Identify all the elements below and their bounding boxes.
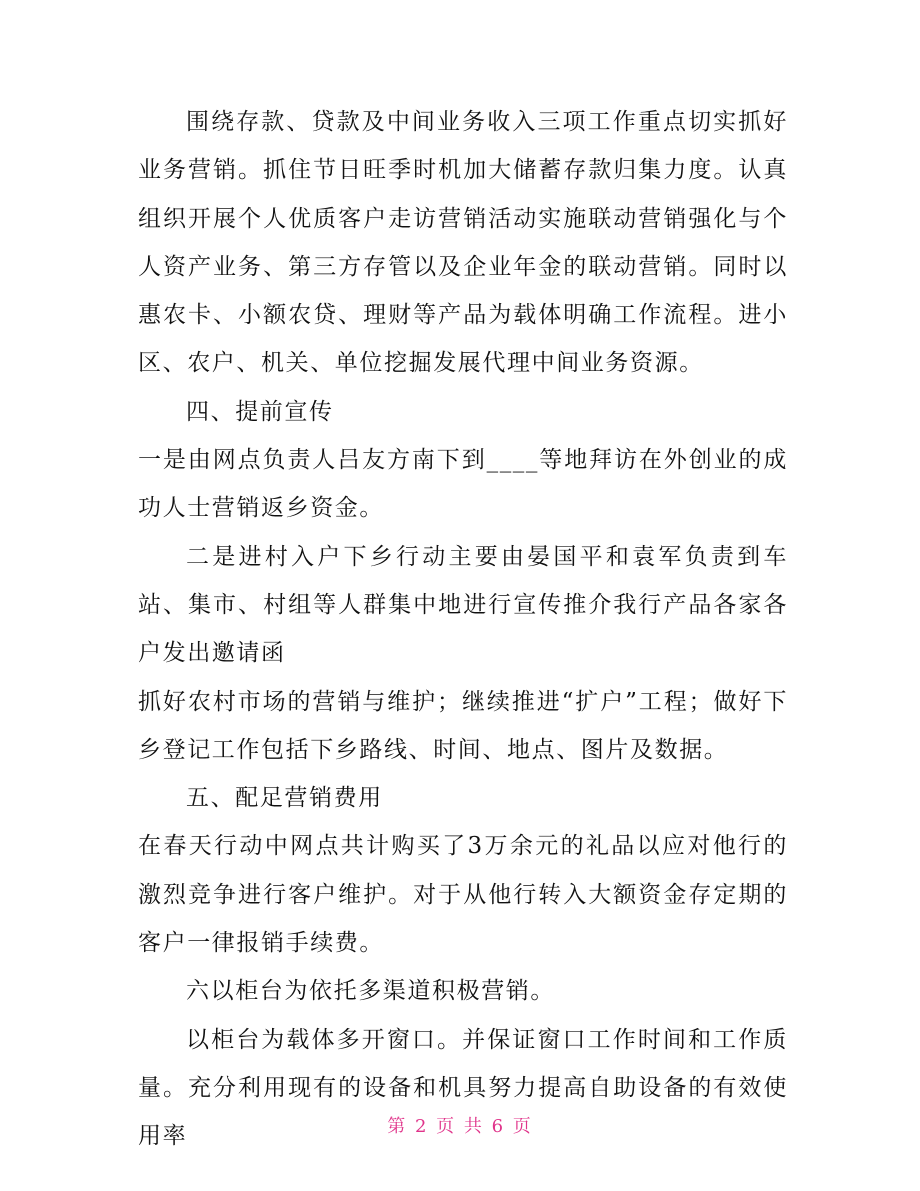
heading-advance-publicity: 四、提前宣传 — [186, 398, 334, 425]
page-number-footer: 第 2 页 共 6 页 — [387, 1116, 533, 1137]
paragraph-rural-market: 抓好农村市场的营销与维护；继续推进“扩户”工程；做好下乡登记工作包括下乡路线、时间、地点、图片及数据。 — [138, 688, 788, 763]
paragraph-counter-windows: 以柜台为载体多开窗口。并保证窗口工作时间和工作质量。充分利用现有的设备和机具努力提高自助设备的有效使用率 — [138, 1026, 788, 1150]
heading-counter-marketing: 六以柜台为依托多渠道积极营销。 — [186, 978, 555, 1005]
heading-marketing-costs: 五、配足营销费用 — [186, 785, 383, 812]
document-body — [138, 98, 788, 1161]
paragraph-marketing-focus: 围绕存款、贷款及中间业务收入三项工作重点切实抓好业务营销。抓住节日旺季时机加大储蓄存款归集力度。认真组织开展个人优质客户走访营销活动实施联动营销强化与个人资产业务、第三方存管以及企业年金的联动营销。同时以惠农卡、小额农贷、理财等产品为载体明确工作流程。进小区、农户、机关、单位挖掘发展代理中间业务资源。 — [138, 109, 788, 377]
paragraph-spring-campaign: 在春天行动中网点共计购买了3万余元的礼品以应对他行的激烈竞争进行客户维护。对于从他行转入大额资金存定期的客户一律报销手续费。 — [138, 833, 788, 957]
paragraph-point-one: 一是由网点负责人吕友方南下到____等地拜访在外创业的成功人士营销返乡资金。 — [138, 447, 788, 522]
paragraph-point-two: 二是进村入户下乡行动主要由晏国平和袁军负责到车站、集市、村组等人群集中地进行宣传推介我行产品各家各户发出邀请函 — [138, 543, 788, 667]
